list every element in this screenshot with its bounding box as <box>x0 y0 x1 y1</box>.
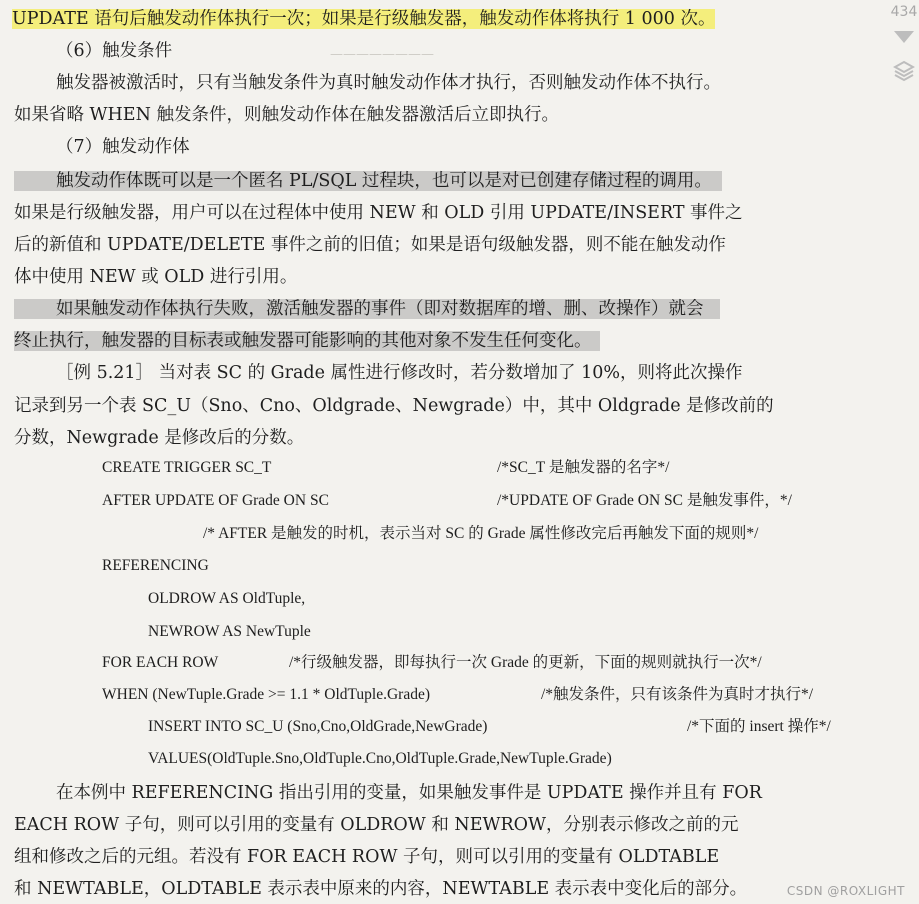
code-line: AFTER UPDATE OF Grade ON SC <box>102 492 329 509</box>
layers-icon[interactable] <box>893 60 915 82</box>
paragraph-line: 记录到另一个表 SC_U（Sno、Cno、Oldgrade、Newgrade）中，其中 Oldgrade 是修改前的 <box>14 396 774 416</box>
code-comment: /*行级触发器，即每执行一次 Grade 的更新，下面的规则就执行一次*/ <box>289 654 762 671</box>
code-line: FOR EACH ROW <box>102 654 219 671</box>
paragraph-line: 在本例中 REFERENCING 指出引用的变量，如果触发事件是 UPDATE 操作并且有 FOR <box>56 783 762 803</box>
paragraph-line: 分数，Newgrade 是修改后的分数。 <box>14 428 305 448</box>
code-comment: /*下面的 insert 操作*/ <box>687 718 831 735</box>
code-line: INSERT INTO SC_U (Sno,Cno,OldGrade,NewGrade) <box>148 718 488 735</box>
code-comment: /* AFTER 是触发的时机，表示当对 SC 的 Grade 属性修改完后再触发下面的规则*/ <box>203 525 759 542</box>
paragraph-line: 组和修改之后的元组。若没有 FOR EACH ROW 子句，则可以引用的变量有 OLDTABLE <box>14 847 720 867</box>
code-line: WHEN (NewTuple.Grade >= 1.1 * OldTuple.Grade) <box>102 686 431 703</box>
collapse-triangle-icon[interactable] <box>893 30 915 44</box>
code-comment: /*SC_T 是触发器的名字*/ <box>497 459 670 476</box>
code-comment: /*UPDATE OF Grade ON SC 是触发事件，*/ <box>497 492 792 509</box>
heading-trigger-action: （7）触发动作体 <box>56 137 190 157</box>
code-line: NEWROW AS NewTuple <box>148 623 311 640</box>
viewer-sidebar <box>889 0 919 90</box>
page-number: 434 <box>890 4 918 20</box>
highlighted-sentence: UPDATE 语句后触发动作体执行一次；如果是行级触发器，触发动作体将执行 1 000 次。 <box>12 9 716 29</box>
highlighted-sentence: 终止执行，触发器的目标表或触发器可能影响的其他对象不发生任何变化。 <box>14 331 600 351</box>
paragraph-line: 体中使用 NEW 或 OLD 进行引用。 <box>14 267 298 287</box>
code-line: OLDROW AS OldTuple, <box>148 590 306 607</box>
code-line: REFERENCING <box>102 557 209 574</box>
highlighted-sentence: 如果触发动作体执行失败，激活触发器的事件（即对数据库的增、删、改操作）就会 <box>14 299 720 319</box>
heading-trigger-condition: （6）触发条件 <box>56 41 173 61</box>
paragraph-line: 和 NEWTABLE，OLDTABLE 表示表中原来的内容，NEWTABLE 表示表中变化后的部分。 <box>14 879 748 899</box>
paragraph-line: 触发器被激活时，只有当触发条件为真时触发动作体才执行，否则触发动作体不执行。 <box>56 73 721 93</box>
watermark: CSDN @ROXLIGHT <box>786 884 905 898</box>
code-line: CREATE TRIGGER SC_T <box>102 459 272 476</box>
paragraph-line: 如果是行级触发器，用户可以在过程体中使用 NEW 和 OLD 引用 UPDATE/INSERT 事件之 <box>14 203 743 223</box>
paragraph-line: 后的新值和 UPDATE/DELETE 事件之前的旧值；如果是语句级触发器，则不能在触发动作 <box>14 235 726 255</box>
code-comment: /*触发条件，只有该条件为真时才执行*/ <box>541 686 814 703</box>
example-heading: ［例 5.21］ 当对表 SC 的 Grade 属性进行修改时，若分数增加了 10%，则将此次操作 <box>56 363 743 383</box>
highlighted-sentence: 触发动作体既可以是一个匿名 PL/SQL 过程块，也可以是对已创建存储过程的调用。 <box>14 171 722 191</box>
bleed-through-text: ———————— <box>330 47 434 62</box>
paragraph-line: EACH ROW 子句，则可以引用的变量有 OLDROW 和 NEWROW，分别表示修改之前的元 <box>14 815 739 835</box>
paragraph-line: 如果省略 WHEN 触发条件，则触发动作体在触发器激活后立即执行。 <box>14 105 559 125</box>
code-line: VALUES(OldTuple.Sno,OldTuple.Cno,OldTuple.Grade,NewTuple.Grade) <box>148 750 612 767</box>
